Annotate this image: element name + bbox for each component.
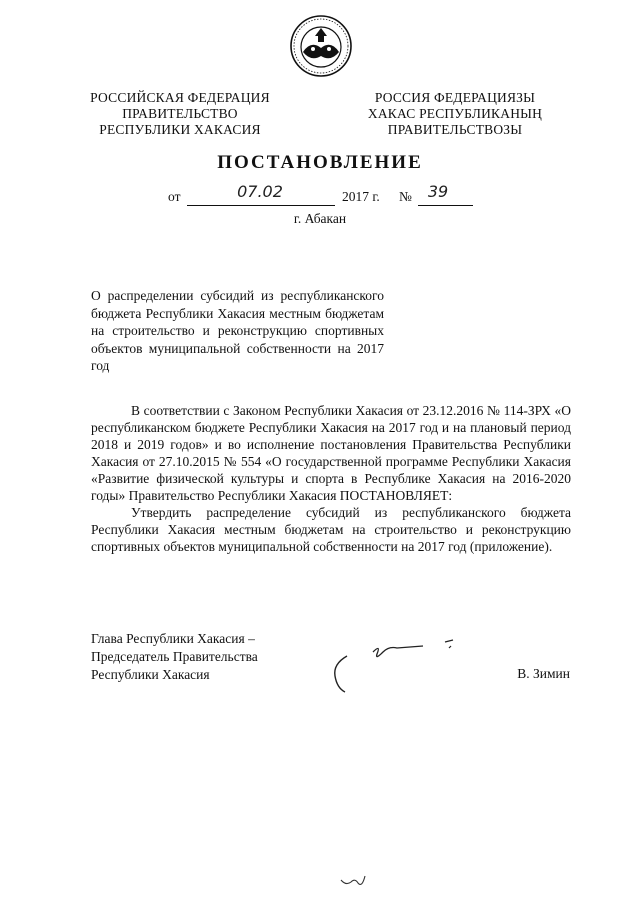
document-body [91, 402, 571, 555]
signatory-name: В. Зимин [517, 666, 570, 681]
header-left-line: РОССИЙСКАЯ ФЕДЕРАЦИЯ [90, 90, 270, 105]
signatory-role [91, 630, 351, 684]
date-prefix: от [168, 189, 181, 204]
number-prefix: № [399, 189, 412, 204]
city-label: г. Абакан [293, 211, 347, 226]
body-paragraph: В соответствии с Законом Республики Хакасия от 23.12.2016 № 114-ЗРХ «О республиканском бюджете Республики Хакасия на 2017 год и на плановый период 2018 и 2019 годов» и во исполнение постановления Правительства Республики Хакасия от 27.10.2015 № 554 «О государственной программе Республики Хакасия «Развитие физической культуры и спорта в Республике Хакасия на 2016-2020 годы» Правительство Республики Хакасия ПОСТАНОВЛЯЕТ: [91, 403, 571, 503]
signatory-role-line: Республики Хакасия [91, 667, 210, 682]
header-left-line: РЕСПУБЛИКИ ХАКАСИЯ [99, 122, 261, 137]
year-label: 2017 г. [342, 189, 380, 204]
initials-mark-icon [338, 870, 368, 892]
document-subject: О распределении субсидий из республиканского бюджета Республики Хакасия местным бюджетам на строительство и реконструкцию спортивных объектов муниципальной собственности на 2017 год [91, 288, 384, 373]
document-title: ПОСТАНОВЛЕНИЕ [217, 152, 423, 173]
number-handwritten: 39 [427, 182, 449, 201]
header-left-line: ПРАВИТЕЛЬСТВО [122, 106, 238, 121]
date-handwritten: 07.02 [237, 182, 283, 201]
coat-of-arms-icon [289, 14, 353, 78]
signatory-role-line: Председатель Правительства [91, 649, 258, 664]
handwritten-signature-icon [325, 636, 470, 696]
header-right-line: ХАКАС РЕСПУБЛИКАНЫҢ [367, 106, 543, 121]
header-right-line: ПРАВИТЕЛЬСТВОЗЫ [387, 122, 523, 137]
header-left [80, 90, 280, 138]
header-right-line: РОССИЯ ФЕДЕРАЦИЯЗЫ [374, 90, 536, 105]
header-right [350, 90, 560, 138]
signatory-role-line: Глава Республики Хакасия – [91, 631, 255, 646]
body-paragraph: Утвердить распределение субсидий из республиканского бюджета Республики Хакасия местным бюджетам на строительство и реконструкцию спортивных объектов муниципальной собственности на 2017 год (приложение). [91, 505, 571, 554]
